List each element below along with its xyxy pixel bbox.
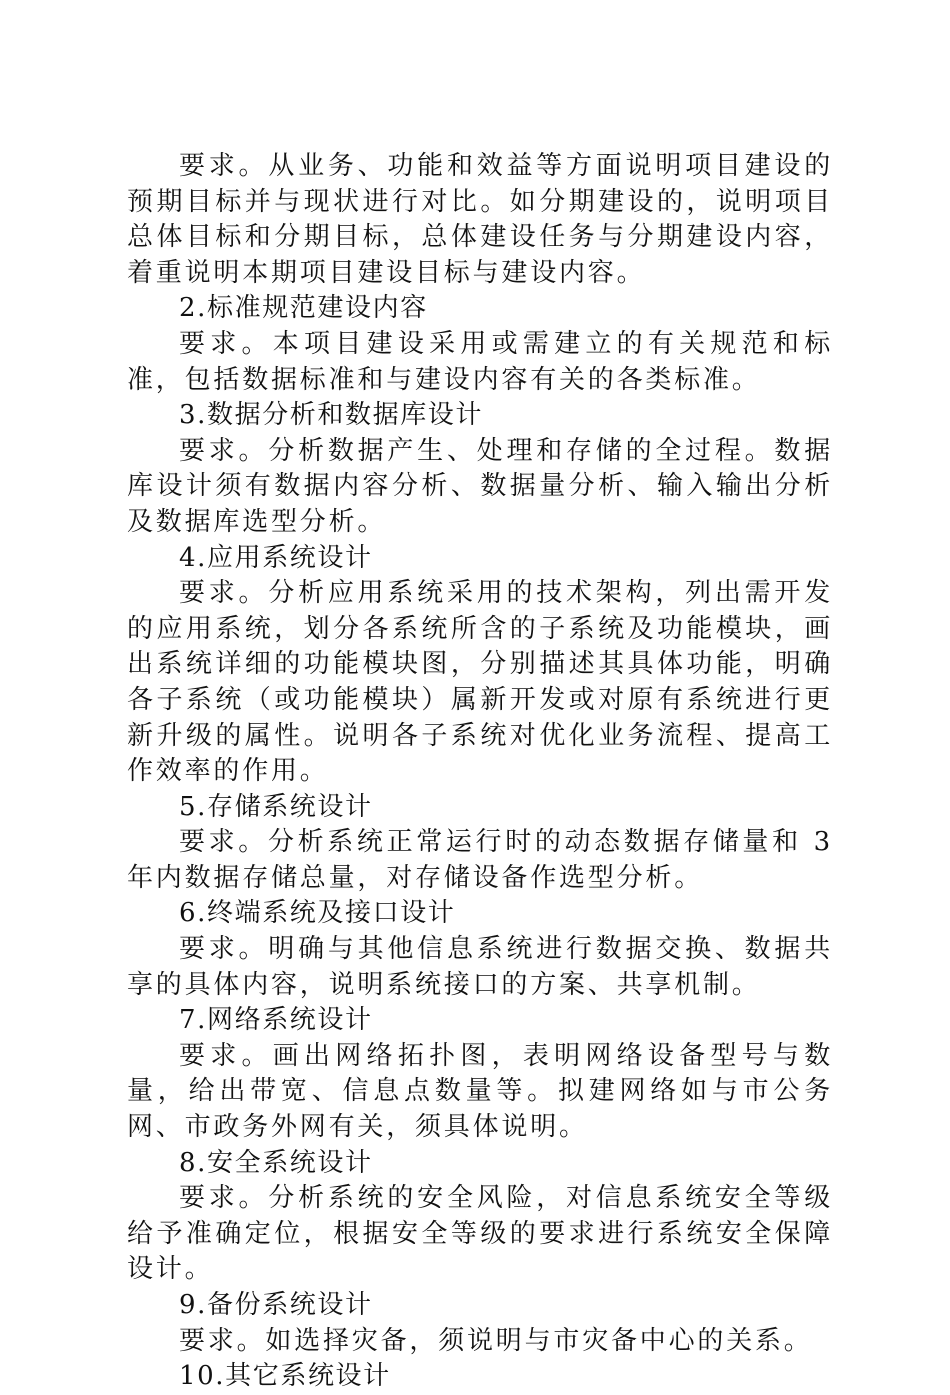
paragraph-application-system: 要求。分析应用系统采用的技术架构，列出需开发的应用系统，划分各系统所含的子系统及功能模块，画出系统详细的功能模块图，分别描述其具体功能，明确各子系统（或功能模块）属新开发或对原有系统进行更新升级的属性。说明各子系统对优化业务流程、提高工作效率的作用。: [127, 578, 833, 787]
paragraph-storage-system: 要求。分析系统正常运行时的动态数据存储量和 3 年内数据存储总量，对存储设备作选型分析。: [127, 827, 833, 893]
paragraph-backup-system: 要求。如选择灾备，须说明与市灾备中心的关系。: [179, 1325, 813, 1356]
section-heading-other-systems: 10.其它系统设计: [179, 1361, 391, 1392]
paragraph-standards: 要求。本项目建设采用或需建立的有关规范和标准，包括数据标准和与建设内容有关的各类标准。: [127, 328, 833, 395]
paragraph-terminal-interface: 要求。明确与其他信息系统进行数据交换、数据共享的具体内容，说明系统接口的方案、共享机制。: [127, 934, 833, 1000]
section-heading-security-system: 8.安全系统设计: [179, 1147, 373, 1178]
section-heading-storage-system: 5.存储系统设计: [179, 791, 373, 822]
section-heading-network-system: 7.网络系统设计: [179, 1005, 373, 1036]
section-heading-application-system: 4.应用系统设计: [179, 542, 373, 573]
section-heading-terminal-interface: 6.终端系统及接口设计: [179, 898, 456, 929]
paragraph-project-goals: 要求。从业务、功能和效益等方面说明项目建设的预期目标并与现状进行对比。如分期建设的，说明项目总体目标和分期目标，总体建设任务与分期建设内容，着重说明本期项目建设目标与建设内容。: [127, 151, 833, 288]
paragraph-data-analysis: 要求。分析数据产生、处理和存储的全过程。数据库设计须有数据内容分析、数据量分析、输入输出分析及数据库选型分析。: [127, 435, 833, 537]
section-heading-data-analysis: 3.数据分析和数据库设计: [179, 400, 484, 431]
section-heading-backup-system: 9.备份系统设计: [179, 1290, 373, 1320]
paragraph-security-system: 要求。分析系统的安全风险，对信息系统安全等级给予准确定位，根据安全等级的要求进行系统安全保障设计。: [127, 1183, 833, 1285]
document-body: [127, 149, 833, 1395]
paragraph-network-system: 要求。画出网络拓扑图，表明网络设备型号与数量，给出带宽、信息点数量等。拟建网络如与市公务网、市政务外网有关，须具体说明。: [127, 1040, 833, 1143]
section-heading-standards: 2.标准规范建设内容: [179, 293, 428, 324]
